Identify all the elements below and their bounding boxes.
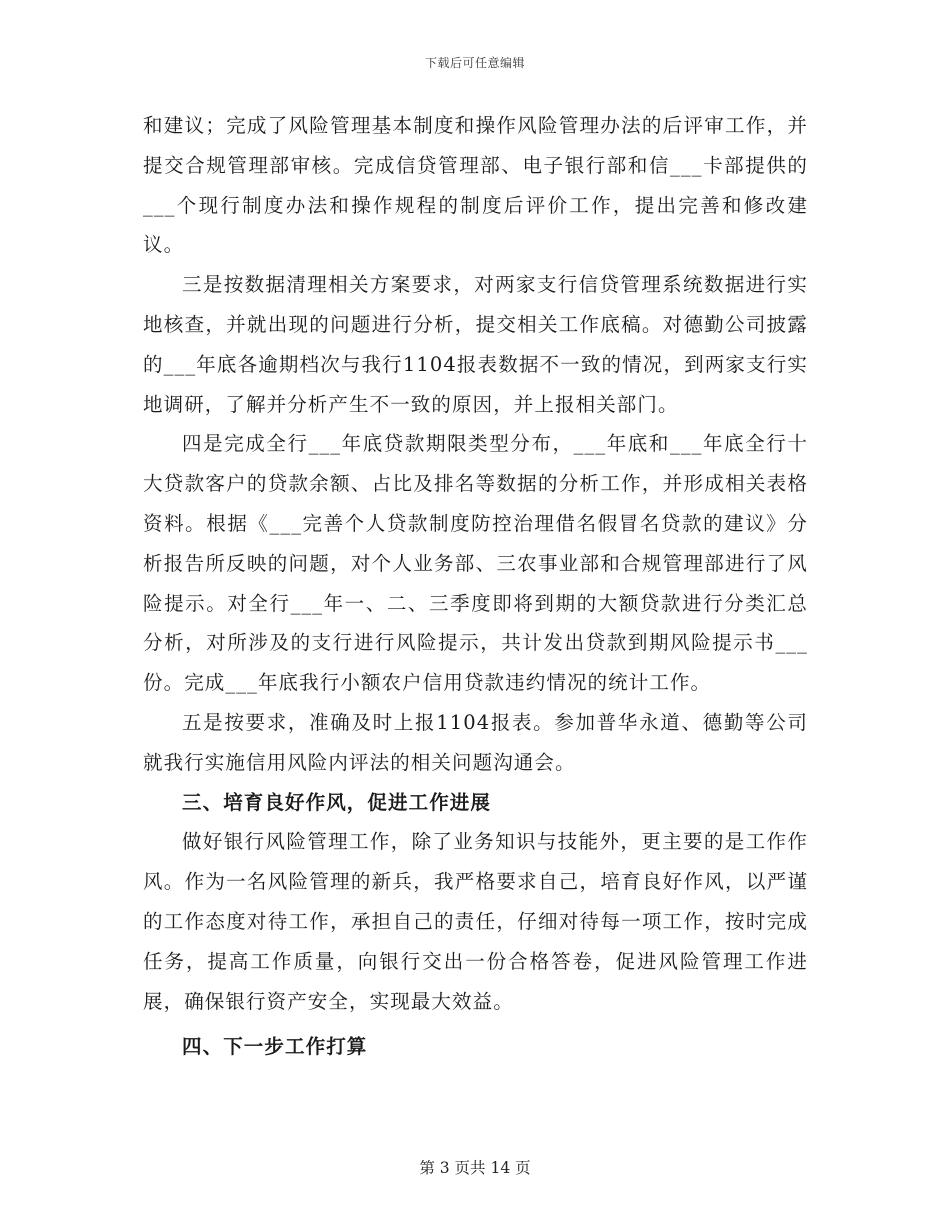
paragraph-item-five: 五是按要求，准确及时上报1104报表。参加普华永道、德勤等公司就我行实施信用风险内评法的相关问题沟通会。 <box>143 710 808 774</box>
page-header-note: 下载后可任意编辑 <box>424 56 525 70</box>
paragraph-item-three: 三是按数据清理相关方案要求，对两家支行信贷管理系统数据进行实地核查，并就出现的问题进行分析，提交相关工作底稿。对德勤公司披露的___年底各逾期档次与我行1104报表数据不一致的情况，到两家支行实地调研，了解并分析产生不一致的原因，并上报相关部门。 <box>143 273 808 416</box>
paragraph-item-four: 四是完成全行___年底贷款期限类型分布，___年底和___年底全行十大贷款客户的贷款余额、占比及排名等数据的分析工作，并形成相关表格资料。根据《___完善个人贷款制度防控治理借名假冒名贷款的建议》分析报告所反映的问题，对个人业务部、三农事业部和合规管理部进行了风险提示。对全行___年一、二、三季度即将到期的大额贷款进行分类汇总分析，对所涉及的支行进行风险提示，共计发出贷款到期风险提示书___份。完成___年底我行小额农户信用贷款违约情况的统计工作。 <box>143 432 808 695</box>
paragraph-continued: 和建议；完成了风险管理基本制度和操作风险管理办法的后评审工作，并提交合规管理部审核。完成信贷管理部、电子银行部和信___卡部提供的___个现行制度办法和操作规程的制度后评价工作，提出完善和修改建议。 <box>143 114 808 257</box>
document-body <box>143 106 808 1067</box>
section-heading-3: 三、培育良好作风，促进工作进展 <box>182 790 492 814</box>
paragraph-work-style: 做好银行风险管理工作，除了业务知识与技能外，更主要的是工作作风。作为一名风险管理的新兵，我严格要求自己，培育良好作风，以严谨的工作态度对待工作，承担自己的责任，仔细对待每一项工作，按时完成任务，提高工作质量，向银行交出一份合格答卷，促进风险管理工作进展，确保银行资产安全，实现最大效益。 <box>143 830 808 1013</box>
page-number: 第 3 页共 14 页 <box>419 1159 531 1177</box>
section-heading-4: 四、下一步工作打算 <box>182 1035 368 1059</box>
